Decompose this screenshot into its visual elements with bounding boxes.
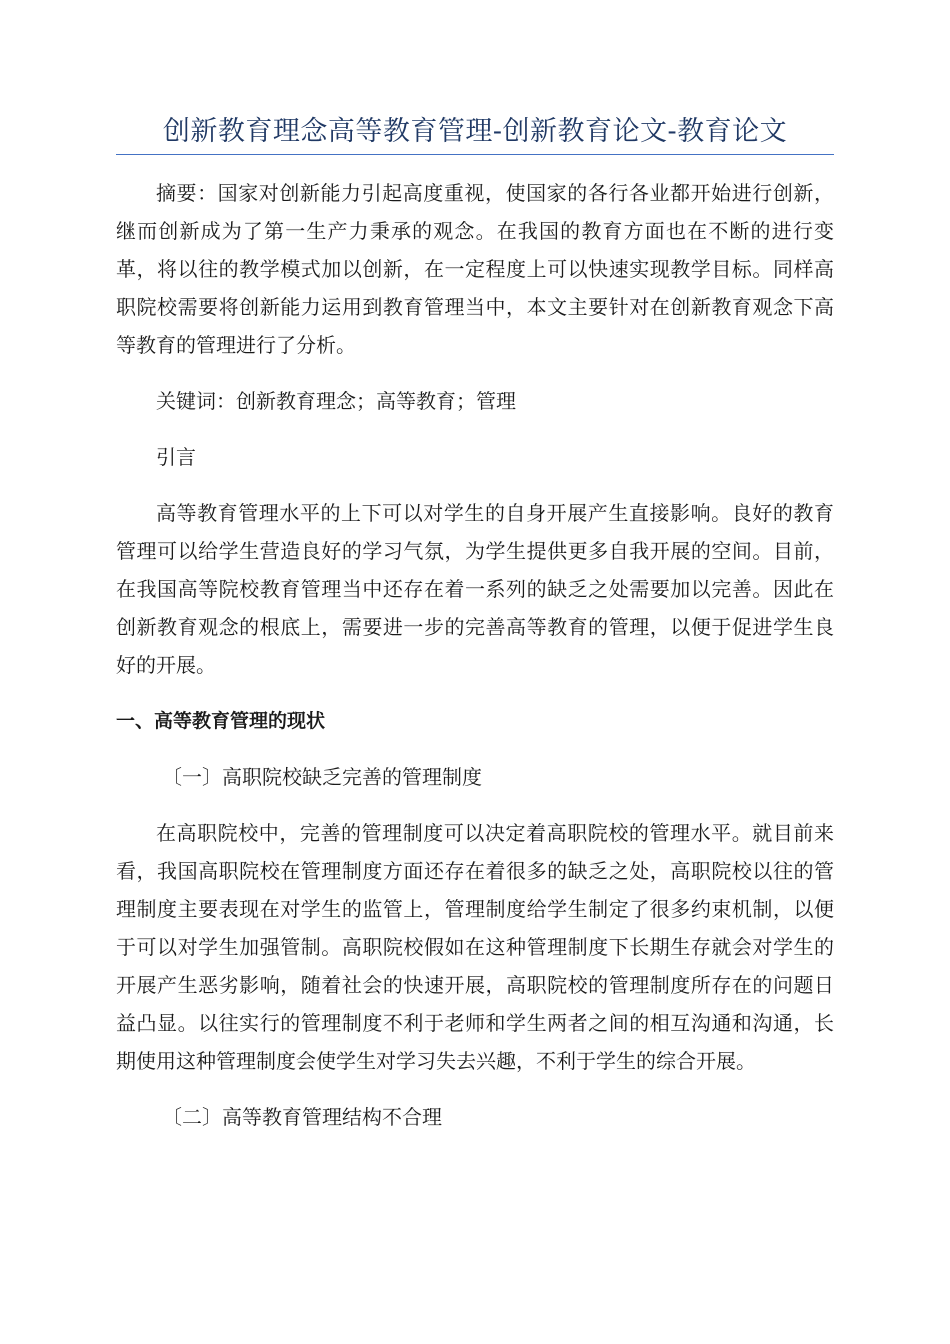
section-heading-1: 一、高等教育管理的现状	[116, 710, 326, 732]
subsection-heading-2: 〔二〕高等教育管理结构不合理	[162, 1105, 442, 1129]
subsection-heading-1: 〔一〕高职院校缺乏完善的管理制度	[162, 765, 482, 789]
subsection-1-paragraph: 在高职院校中，完善的管理制度可以决定着高职院校的管理水平。就目前来看，我国高职院校在管理制度方面还存在着很多的缺乏之处，高职院校以往的管理制度主要表现在对学生的监管上，管理制度给学生制定了很多约束机制，以便于可以对学生加强管制。高职院校假如在这种管理制度下长期生存就会对学生的开展产生恶劣影响，随着社会的快速开展，高职院校的管理制度所存在的问题日益凸显。以往实行的管理制度不利于老师和学生两者之间的相互沟通和沟通，长期使用这种管理制度会使学生对学习失去兴趣，不利于学生的综合开展。	[116, 821, 834, 1073]
title-underline	[116, 154, 834, 155]
intro-heading: 引言	[156, 445, 196, 469]
intro-paragraph: 高等教育管理水平的上下可以对学生的自身开展产生直接影响。良好的教育管理可以给学生营造良好的学习气氛，为学生提供更多自我开展的空间。目前，在我国高等院校教育管理当中还存在着一系列的缺乏之处需要加以完善。因此在创新教育观念的根底上，需要进一步的完善高等教育的管理，以便于促进学生良好的开展。	[116, 501, 834, 677]
abstract-paragraph: 摘要：国家对创新能力引起高度重视，使国家的各行各业都开始进行创新，继而创新成为了第一生产力秉承的观念。在我国的教育方面也在不断的进行变革，将以往的教学模式加以创新，在一定程度上可以快速实现教学目标。同样高职院校需要将创新能力运用到教育管理当中，本文主要针对在创新教育观念下高等教育的管理进行了分析。	[116, 181, 834, 357]
document-title: 创新教育理念高等教育管理-创新教育论文-教育论文	[162, 116, 788, 147]
document-body	[116, 174, 834, 1154]
keywords-paragraph: 关键词：创新教育理念；高等教育；管理	[156, 389, 516, 413]
